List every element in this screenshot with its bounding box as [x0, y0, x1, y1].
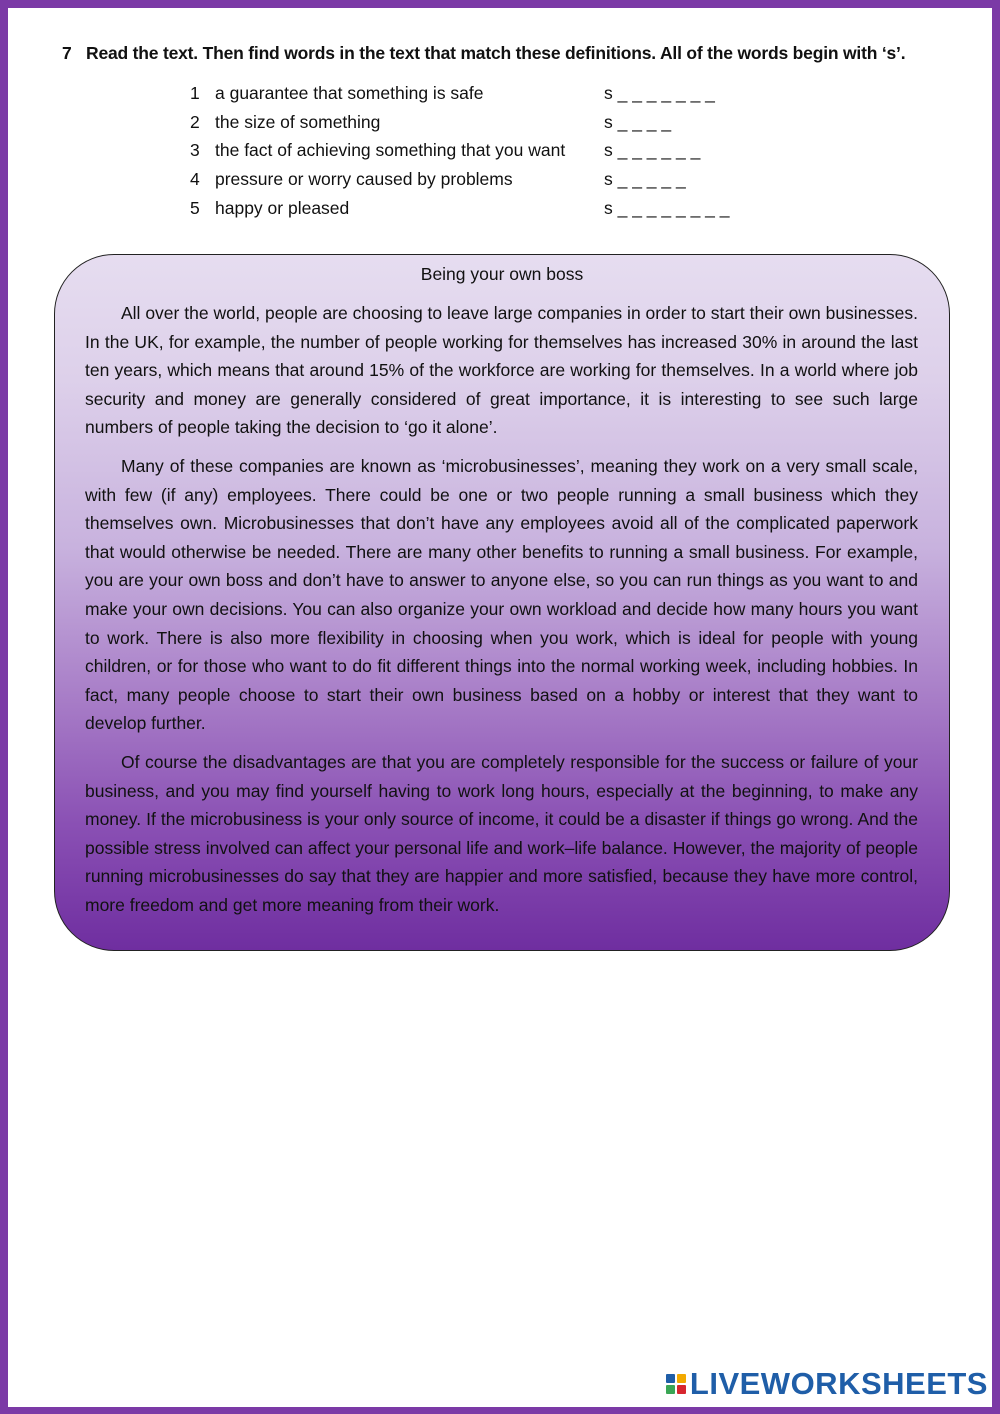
- answer-blank[interactable]: s _ _ _ _ _: [604, 168, 686, 189]
- reading-text-box: [54, 254, 950, 951]
- definition-item: [190, 79, 730, 108]
- reading-title: Being your own boss: [420, 264, 584, 284]
- definitions-list: [190, 79, 730, 222]
- definition-text: pressure or worry caused by problems: [215, 168, 513, 189]
- answer-blank[interactable]: s _ _ _ _ _ _ _: [604, 82, 715, 103]
- liveworksheets-logo: [666, 1366, 988, 1402]
- definition-text: the size of something: [215, 111, 381, 132]
- definition-number: 2: [190, 111, 200, 132]
- exercise-number: 7: [62, 43, 72, 63]
- logo-squares-icon: [666, 1374, 686, 1394]
- reading-body: [85, 299, 918, 929]
- exercise-instruction: [62, 43, 905, 64]
- definition-number: 3: [190, 140, 200, 161]
- definition-text: the fact of achieving something that you want: [215, 140, 566, 161]
- reading-paragraph: All over the world, people are choosing to leave large companies in order to start their own businesses. In the UK, for example, the number of people working for themselves has increased 30% in around the last ten years, which means that around 15% of the workforce are working for themselves. In a world where job security and money are generally considered of great importance, it is interesting to see such large numbers of people taking the decision to ‘go it alone’.: [85, 303, 918, 438]
- definition-item: [190, 136, 730, 165]
- reading-paragraph: Many of these companies are known as ‘microbusinesses’, meaning they work on a very small scale, with few (if any) employees. There could be one or two people running a small business which they themselves own. Microbusinesses that don’t have any employees avoid all of the complicated paperwork that would otherwise be needed. There are many other benefits to running a small business. For example, you are your own boss and don’t have to answer to anyone else, so you can run things as you want to and make your own decisions. You can also organize your own workload and decide how many hours you want to work. There is also more flexibility in choosing when you work, which is ideal for people with young children, or for those who want to do fit different things into the normal working week, including hobbies. In fact, many people choose to start their own business based on a hobby or interest that they want to develop further.: [85, 455, 918, 734]
- logo-text: LIVEWORKSHEETS: [689, 1366, 988, 1401]
- definition-text: happy or pleased: [215, 197, 350, 218]
- answer-blank[interactable]: s _ _ _ _ _ _ _ _: [604, 197, 730, 218]
- exercise-instruction-text: Read the text. Then find words in the text that match these definitions. All of the words begin with ‘s’.: [86, 43, 906, 63]
- definition-number: 1: [190, 82, 200, 103]
- definition-item: [190, 108, 730, 137]
- answer-blank[interactable]: s _ _ _ _: [604, 111, 672, 132]
- definition-item: [190, 194, 730, 223]
- definition-item: [190, 165, 730, 194]
- definition-number: 5: [190, 197, 200, 218]
- definition-number: 4: [190, 168, 200, 189]
- reading-paragraph: Of course the disadvantages are that you are completely responsible for the success or failure of your business, and you may find yourself having to work long hours, especially at the beginning, to make any money. If the microbusiness is your only source of income, it could be a disaster if things go wrong. And the possible stress involved can affect your personal life and work–life balance. However, the majority of people running microbusinesses do say that they are happier and more satisfied, because they have more control, more freedom and get more meaning from their work.: [85, 751, 918, 915]
- definition-text: a guarantee that something is safe: [215, 82, 484, 103]
- answer-blank[interactable]: s _ _ _ _ _ _: [604, 140, 701, 161]
